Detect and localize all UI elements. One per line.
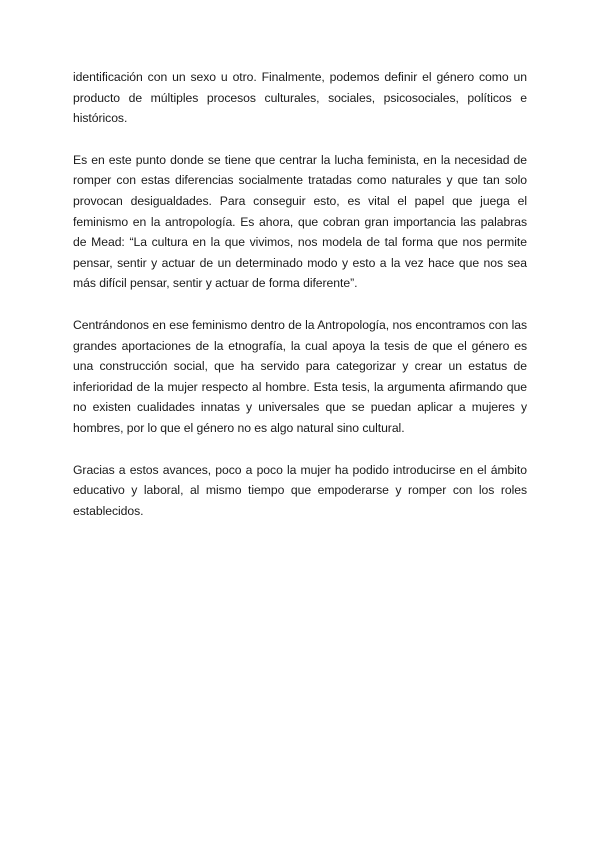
paragraph-1: identificación con un sexo u otro. Finalmente, podemos definir el género como un producto de múltiples procesos culturales, sociales, psicosociales, políticos e históricos. (73, 70, 527, 126)
document-body (73, 67, 527, 542)
paragraph-4: Gracias a estos avances, poco a poco la mujer ha podido introducirse en el ámbito educativo y laboral, al mismo tiempo que empoderarse y romper con los roles establecidos. (73, 462, 527, 518)
paragraph-2: Es en este punto donde se tiene que centrar la lucha feminista, en la necesidad de romper con estas diferencias socialmente tratadas como naturales y que tan solo provocan desigualdades. Para conseguir esto, es vital el papel que juega el feminismo en la antropología. Es ahora, que cobran gran importancia las palabras de Mead: “La cultura en la que vivimos, nos modela de tal forma que nos permite pensar, sentir y actuar de un determinado modo y esto a la vez hace que nos sea más difícil pensar, sentir y actuar de forma diferente”. (73, 152, 527, 291)
paragraph-3: Centrándonos en ese feminismo dentro de la Antropología, nos encontramos con las grandes aportaciones de la etnografía, la cual apoya la tesis de que el género es una construcción social, que ha servido para categorizar y crear un estatus de inferioridad de la mujer respecto al hombre. Esta tesis, la argumenta afirmando que no existen cualidades innatas y universales que se puedan aplicar a mujeres y hombres, por lo que el género no es algo natural sino cultural. (73, 317, 527, 435)
